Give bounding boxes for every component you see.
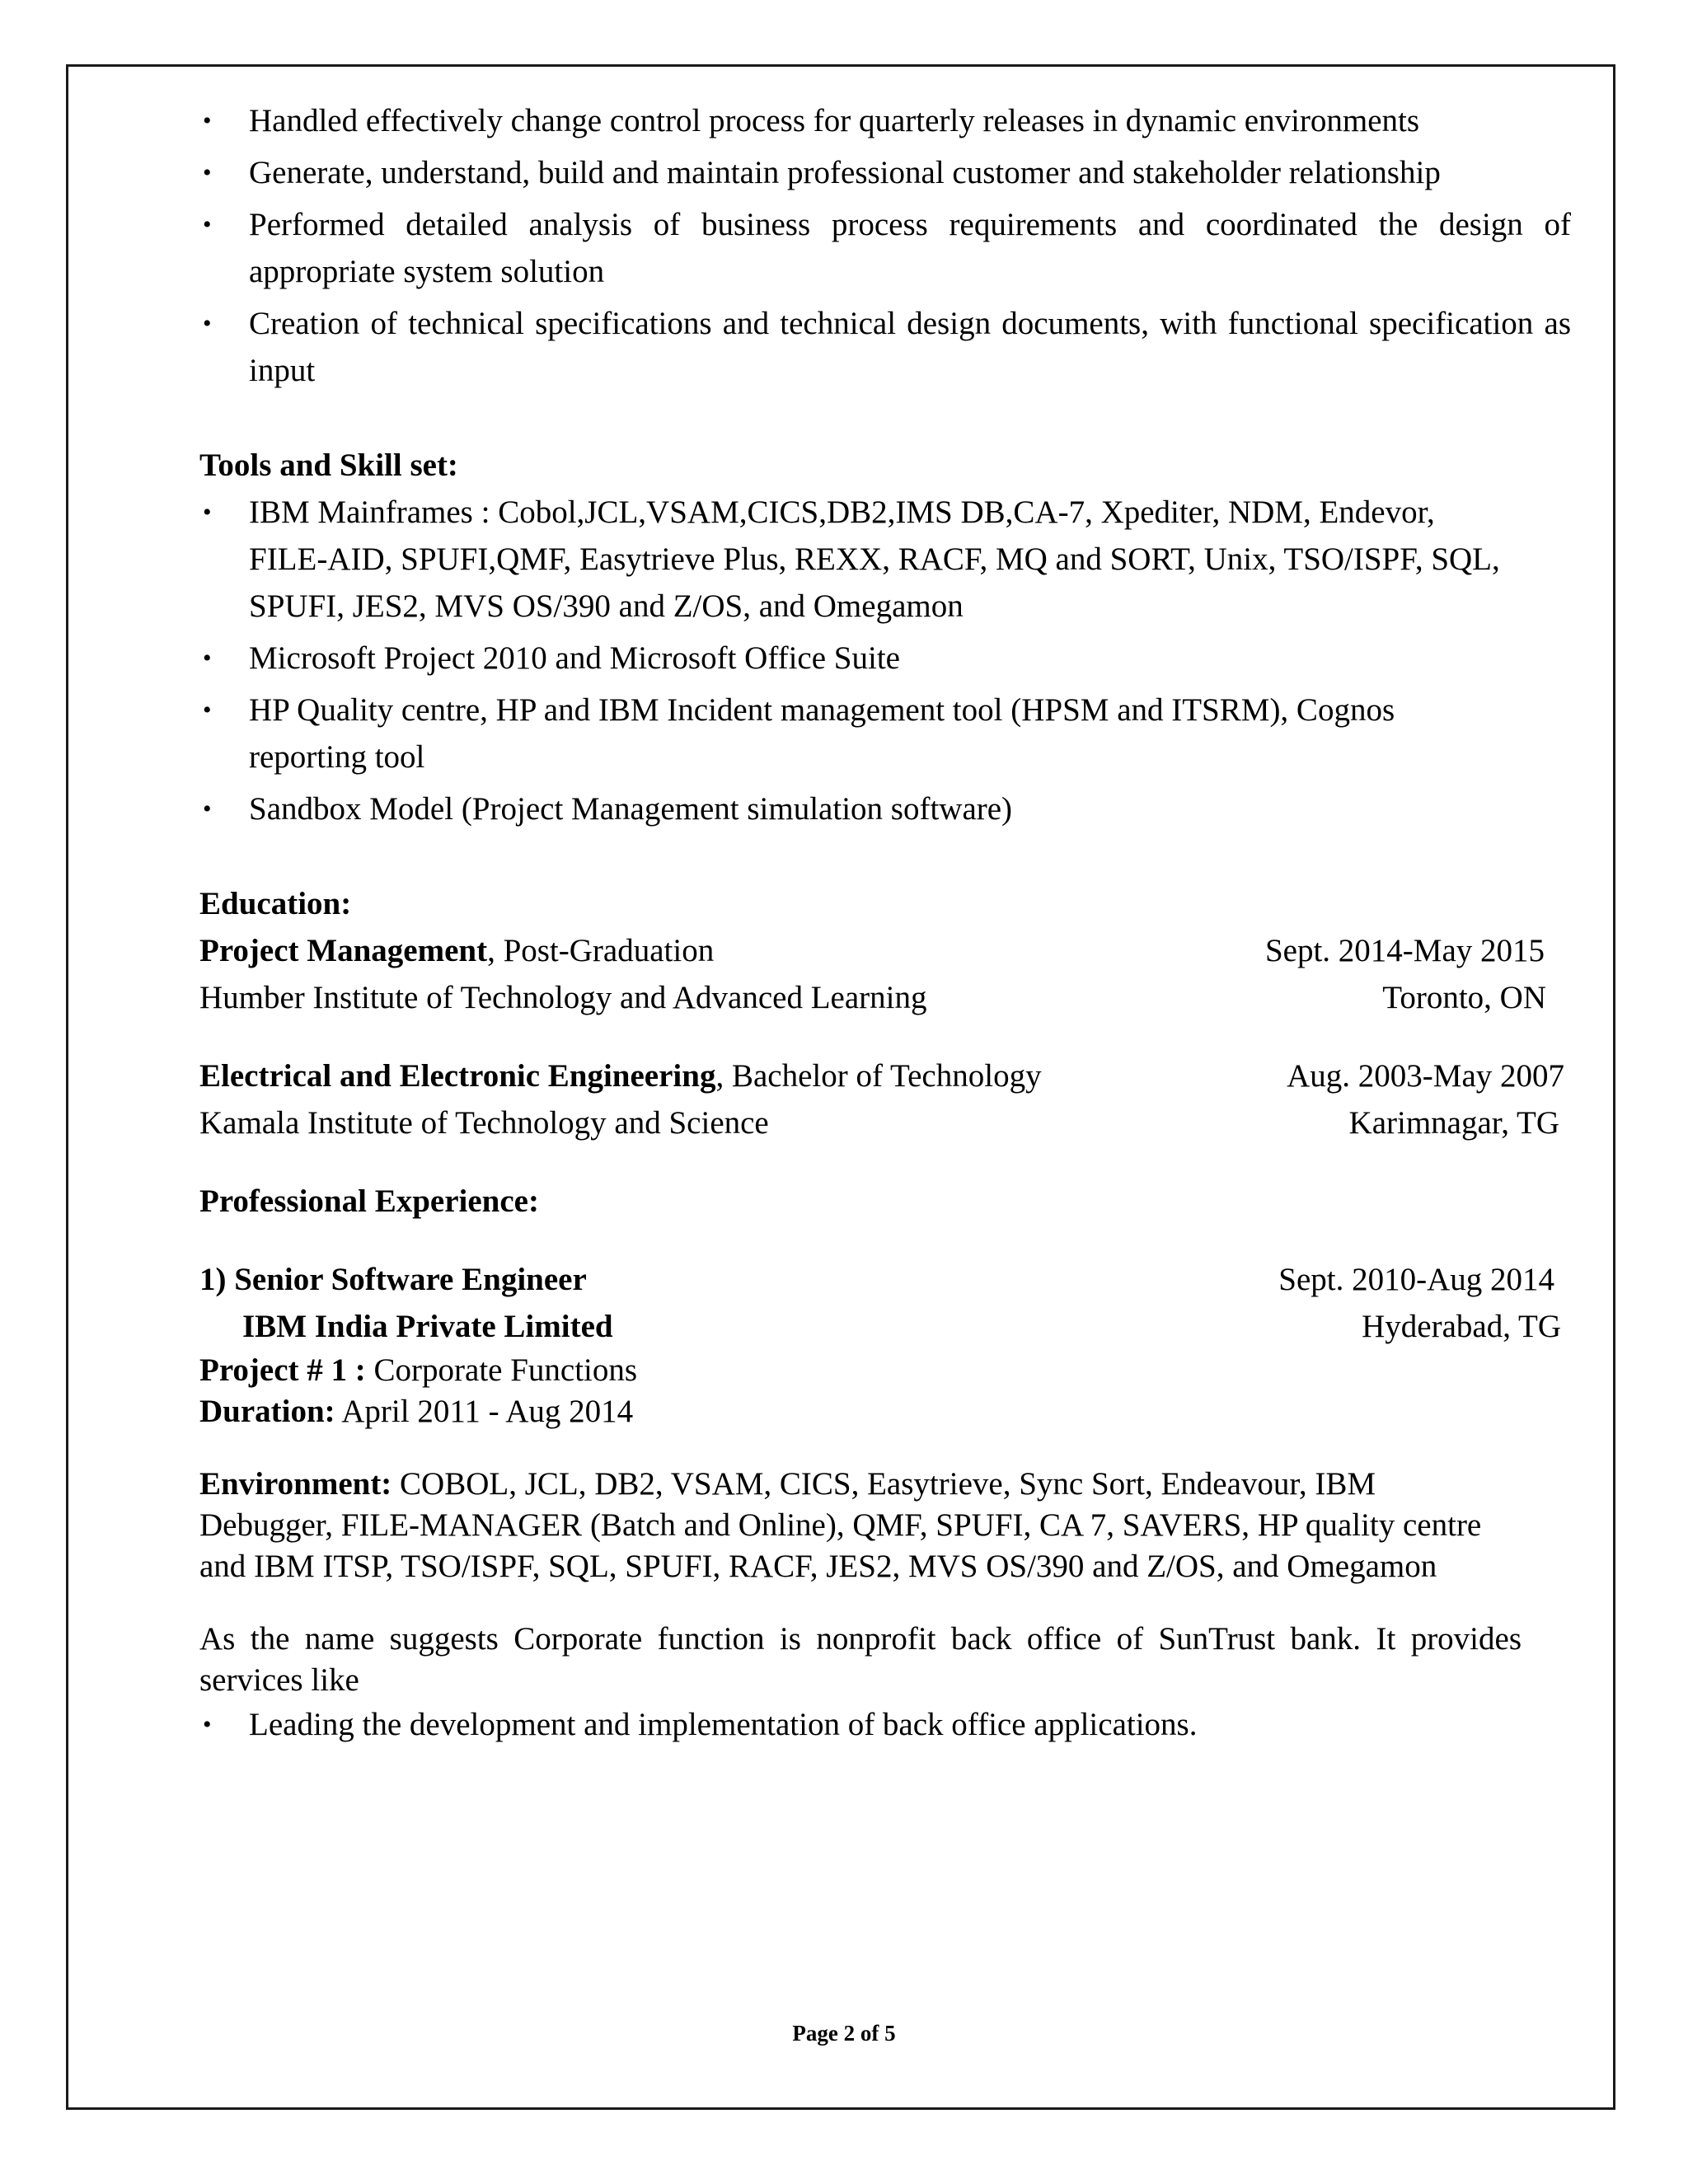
degree-type: , Bachelor of Technology xyxy=(715,1058,1042,1094)
bullet-icon: • xyxy=(203,211,212,238)
job-dates: Sept. 2010-Aug 2014 xyxy=(1278,1262,1554,1297)
intro-bullet-list xyxy=(199,97,1571,394)
environment-paragraph xyxy=(199,1464,1510,1587)
degree-title: Project Management xyxy=(199,933,488,968)
list-item: • Creation of technical specifications and technical design documents, with functional specification as input xyxy=(199,300,1530,394)
bullet-icon: • xyxy=(203,159,212,186)
project-description: As the name suggests Corporate function is nonprofit back office of SunTrust bank. It provides services like xyxy=(199,1621,1522,1698)
education-entry xyxy=(199,927,1546,1021)
company-location: Hyderabad, TG xyxy=(1362,1309,1561,1344)
institution-name: Humber Institute of Technology and Advanced Learning xyxy=(199,980,927,1015)
job-entry xyxy=(199,1256,1561,1748)
project-label: Project # 1 : xyxy=(199,1352,366,1388)
company-name: IBM India Private Limited xyxy=(242,1309,613,1344)
environment-label: Environment: xyxy=(199,1466,392,1502)
resume-page-content xyxy=(199,97,1571,1753)
institution-location: Karimnagar, TG xyxy=(1348,1105,1559,1141)
list-item: • HP Quality centre, HP and IBM Incident management tool (HPSM and ITSRM), Cognos reporting tool xyxy=(199,687,1530,780)
list-item: • IBM Mainframes : Cobol,JCL,VSAM,CICS,DB2,IMS DB,CA-7, Xpediter, NDM, Endevor, FILE-AID, SPUFI,QMF, Easytrieve Plus, REXX, RACF, MQ and SORT, Unix, TSO/ISPF, SQL, SPUFI, JES2, MVS OS/390 and Z/OS, and Omegamon xyxy=(199,489,1530,630)
bullet-icon: • xyxy=(203,107,212,134)
duration-label: Duration: xyxy=(199,1394,335,1429)
bullet-icon: • xyxy=(203,644,212,672)
job-title: 1) Senior Software Engineer xyxy=(199,1262,587,1297)
project-line xyxy=(199,1350,1530,1391)
duration-value: April 2011 - Aug 2014 xyxy=(335,1394,634,1429)
bullet-icon: • xyxy=(203,310,212,337)
education-dates: Aug. 2003-May 2007 xyxy=(1287,1058,1564,1094)
tools-bullet-list xyxy=(199,489,1530,832)
page-number: Page 2 of 5 xyxy=(792,2021,896,2046)
list-item: • Sandbox Model (Project Management simulation software) xyxy=(199,785,1530,832)
degree-title: Electrical and Electronic Engineering xyxy=(199,1058,716,1094)
list-item: • Generate, understand, build and maintain professional customer and stakeholder relationship xyxy=(199,149,1530,196)
degree-type: , Post-Graduation xyxy=(487,933,715,968)
bullet-icon: • xyxy=(203,499,212,526)
services-bullet-list xyxy=(199,1701,1530,1748)
education-entry xyxy=(199,1052,1564,1146)
environment-value: COBOL, JCL, DB2, VSAM, CICS, Easytrieve, Sync Sort, Endeavour, IBM Debugger, FILE-MANAGER (Batch and Online), QMF, SPUFI, CA 7, SAVERS, HP quality centre and IBM ITSP, TSO/ISPF, SQL, SPUFI, RACF, JES2, MVS OS/390 and Z/OS, and Omegamon xyxy=(199,1466,1482,1584)
list-item: • Leading the development and implementation of back office applications. xyxy=(199,1701,1530,1748)
bullet-icon: • xyxy=(203,795,212,823)
bullet-icon: • xyxy=(203,696,212,724)
project-value: Corporate Functions xyxy=(365,1352,638,1388)
education-heading: Education: xyxy=(199,886,352,921)
education-dates: Sept. 2014-May 2015 xyxy=(1264,933,1545,968)
list-item: • Performed detailed analysis of business process requirements and coordinated the design of appropriate system solution xyxy=(199,201,1530,295)
list-item: • Microsoft Project 2010 and Microsoft Office Suite xyxy=(199,635,1530,682)
duration-line xyxy=(199,1391,1530,1432)
bullet-icon: • xyxy=(203,1711,212,1738)
experience-heading: Professional Experience: xyxy=(199,1183,539,1219)
tools-heading: Tools and Skill set: xyxy=(199,448,458,483)
list-item: • Handled effectively change control process for quarterly releases in dynamic environments xyxy=(199,97,1530,144)
institution-name: Kamala Institute of Technology and Science xyxy=(199,1105,769,1141)
institution-location: Toronto, ON xyxy=(1382,980,1546,1015)
